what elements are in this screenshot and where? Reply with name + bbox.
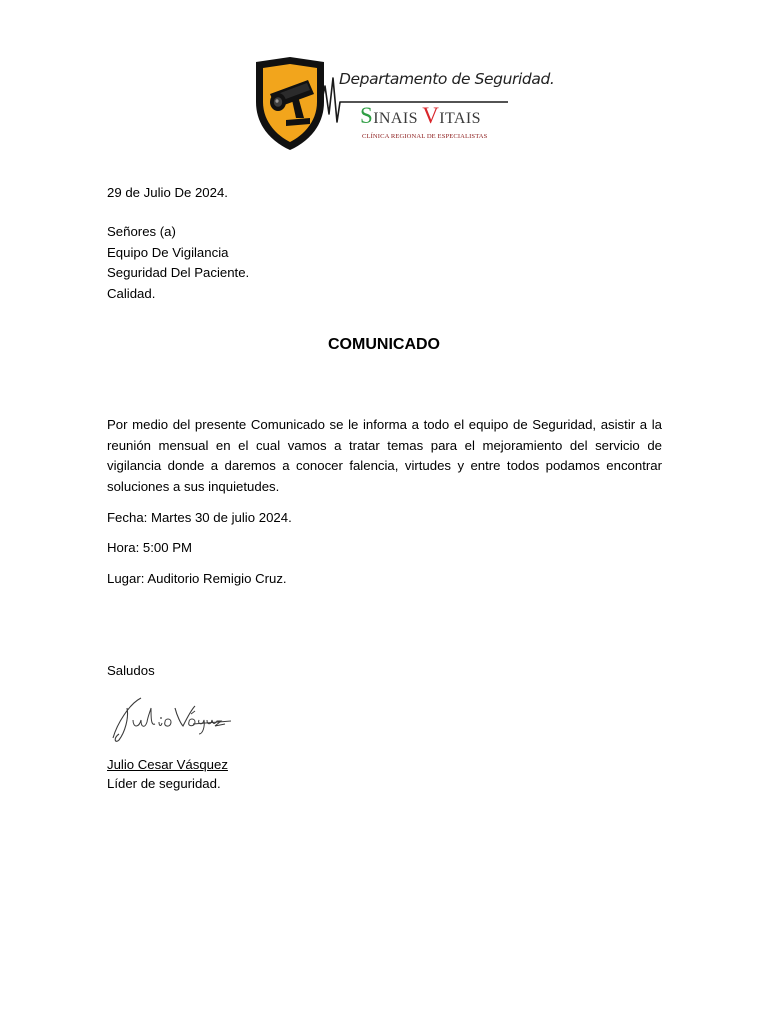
letter-date: 29 de Julio De 2024. [107,185,228,200]
security-camera-shield-icon [252,56,328,154]
closing-greeting: Saludos [107,663,155,678]
body-paragraph: Por medio del presente Comunicado se le informa a todo el equipo de Seguridad, asistir a la reunión mensual en el cual vamos a tratar temas para el mejoramiento del servicio de vigilancia donde a daremos a conocer falencia, virtudes y entre todos podamos encontrar soluciones a sus inquietudes. [107,417,662,495]
recipient-line: Equipo De Vigilancia [107,245,229,260]
letterhead-logo [250,56,555,156]
document-heading: COMUNICADO [328,336,440,353]
department-title: Departamento de Seguridad. [339,70,555,88]
recipient-line: Señores (a) [107,224,176,239]
meeting-place: Lugar: Auditorio Remigio Cruz. [107,571,287,586]
signer-title: Líder de seguridad. [107,776,221,791]
recipient-line: Seguridad Del Paciente. [107,265,250,280]
meeting-time: Hora: 5:00 PM [107,540,193,555]
signer-name: Julio Cesar Vásquez [107,757,228,772]
recipient-line: Calidad. [107,286,156,301]
meeting-date: Fecha: Martes 30 de julio 2024. [107,510,292,525]
brand-subtitle: CLÍNICA REGIONAL DE ESPECIALISTAS [362,133,488,140]
handwritten-signature [107,694,233,746]
brand-name: SINAIS VITAIS [360,103,481,128]
